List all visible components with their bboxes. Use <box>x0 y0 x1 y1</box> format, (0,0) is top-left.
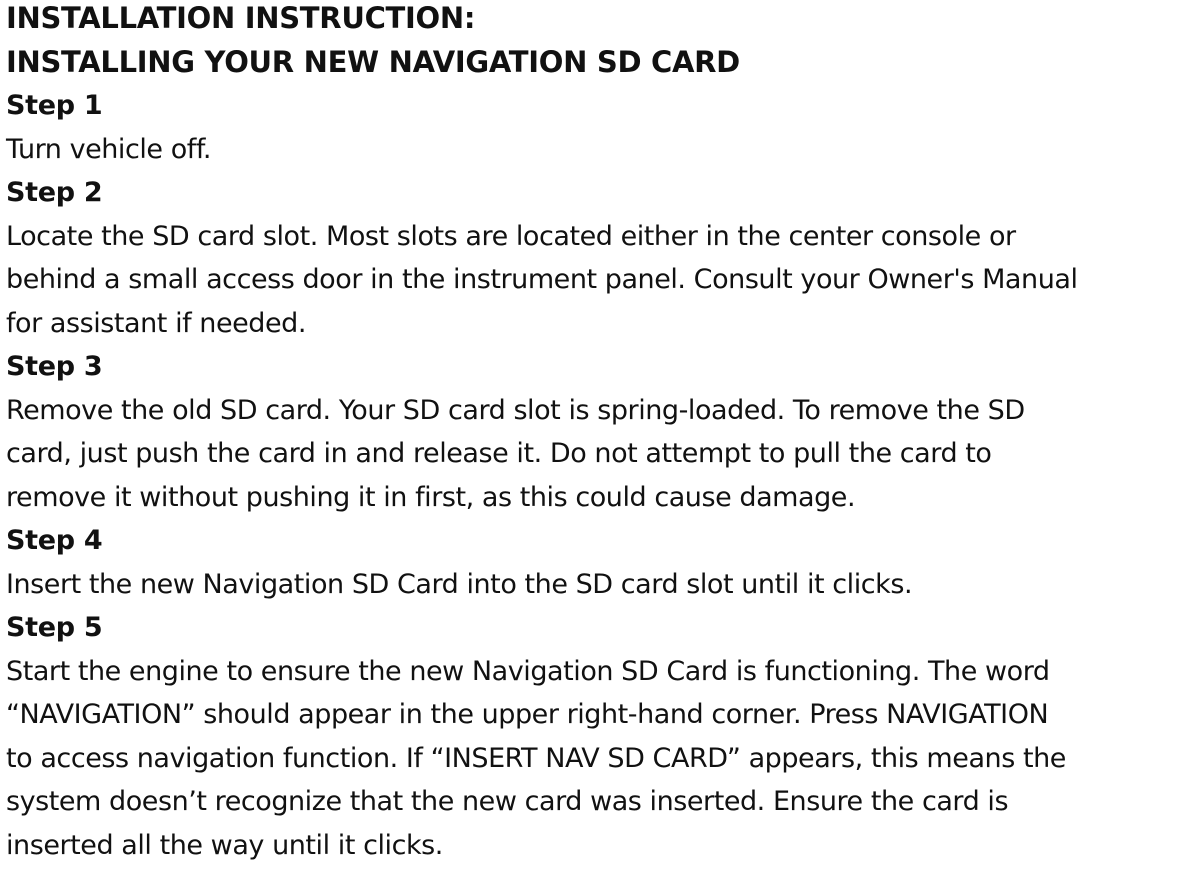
step-heading: Step 2 <box>6 177 103 208</box>
step-4 <box>6 519 1200 606</box>
step-text: Insert the new Navigation SD Card into the SD card slot until it clicks. <box>6 568 913 600</box>
step-3 <box>6 345 1200 519</box>
step-heading: Step 4 <box>6 525 103 556</box>
step-text: Start the engine to ensure the new Navigation SD Card is functioning. The word “NAVIGATION” should appear in the upper right-hand corner. Press NAVIGATION to access navigation function. If “INSERT NAV SD CARD” appears, this means the system doesn’t recognize that the new card was inserted. Ensure the card is inserted all the way until it clicks. <box>6 655 1066 861</box>
document-title-line-2: INSTALLING YOUR NEW NAVIGATION SD CARD <box>6 45 740 79</box>
step-text: Turn vehicle off. <box>6 133 212 165</box>
step-text: Locate the SD card slot. Most slots are located either in the center console or behind a small access door in the instrument panel. Consult your Owner's Manual for assistant if needed. <box>6 220 1078 339</box>
step-heading: Step 1 <box>6 90 103 121</box>
step-heading: Step 3 <box>6 351 103 382</box>
step-1 <box>6 84 1200 171</box>
document-title-line-1: INSTALLATION INSTRUCTION: <box>6 1 476 35</box>
step-2 <box>6 171 1200 345</box>
step-text: Remove the old SD card. Your SD card slot is spring-loaded. To remove the SD card, just push the card in and release it. Do not attempt to pull the card to remove it without pushing it in first, as this could cause damage. <box>6 394 1025 513</box>
step-heading: Step 5 <box>6 612 103 643</box>
step-5 <box>6 606 1200 867</box>
